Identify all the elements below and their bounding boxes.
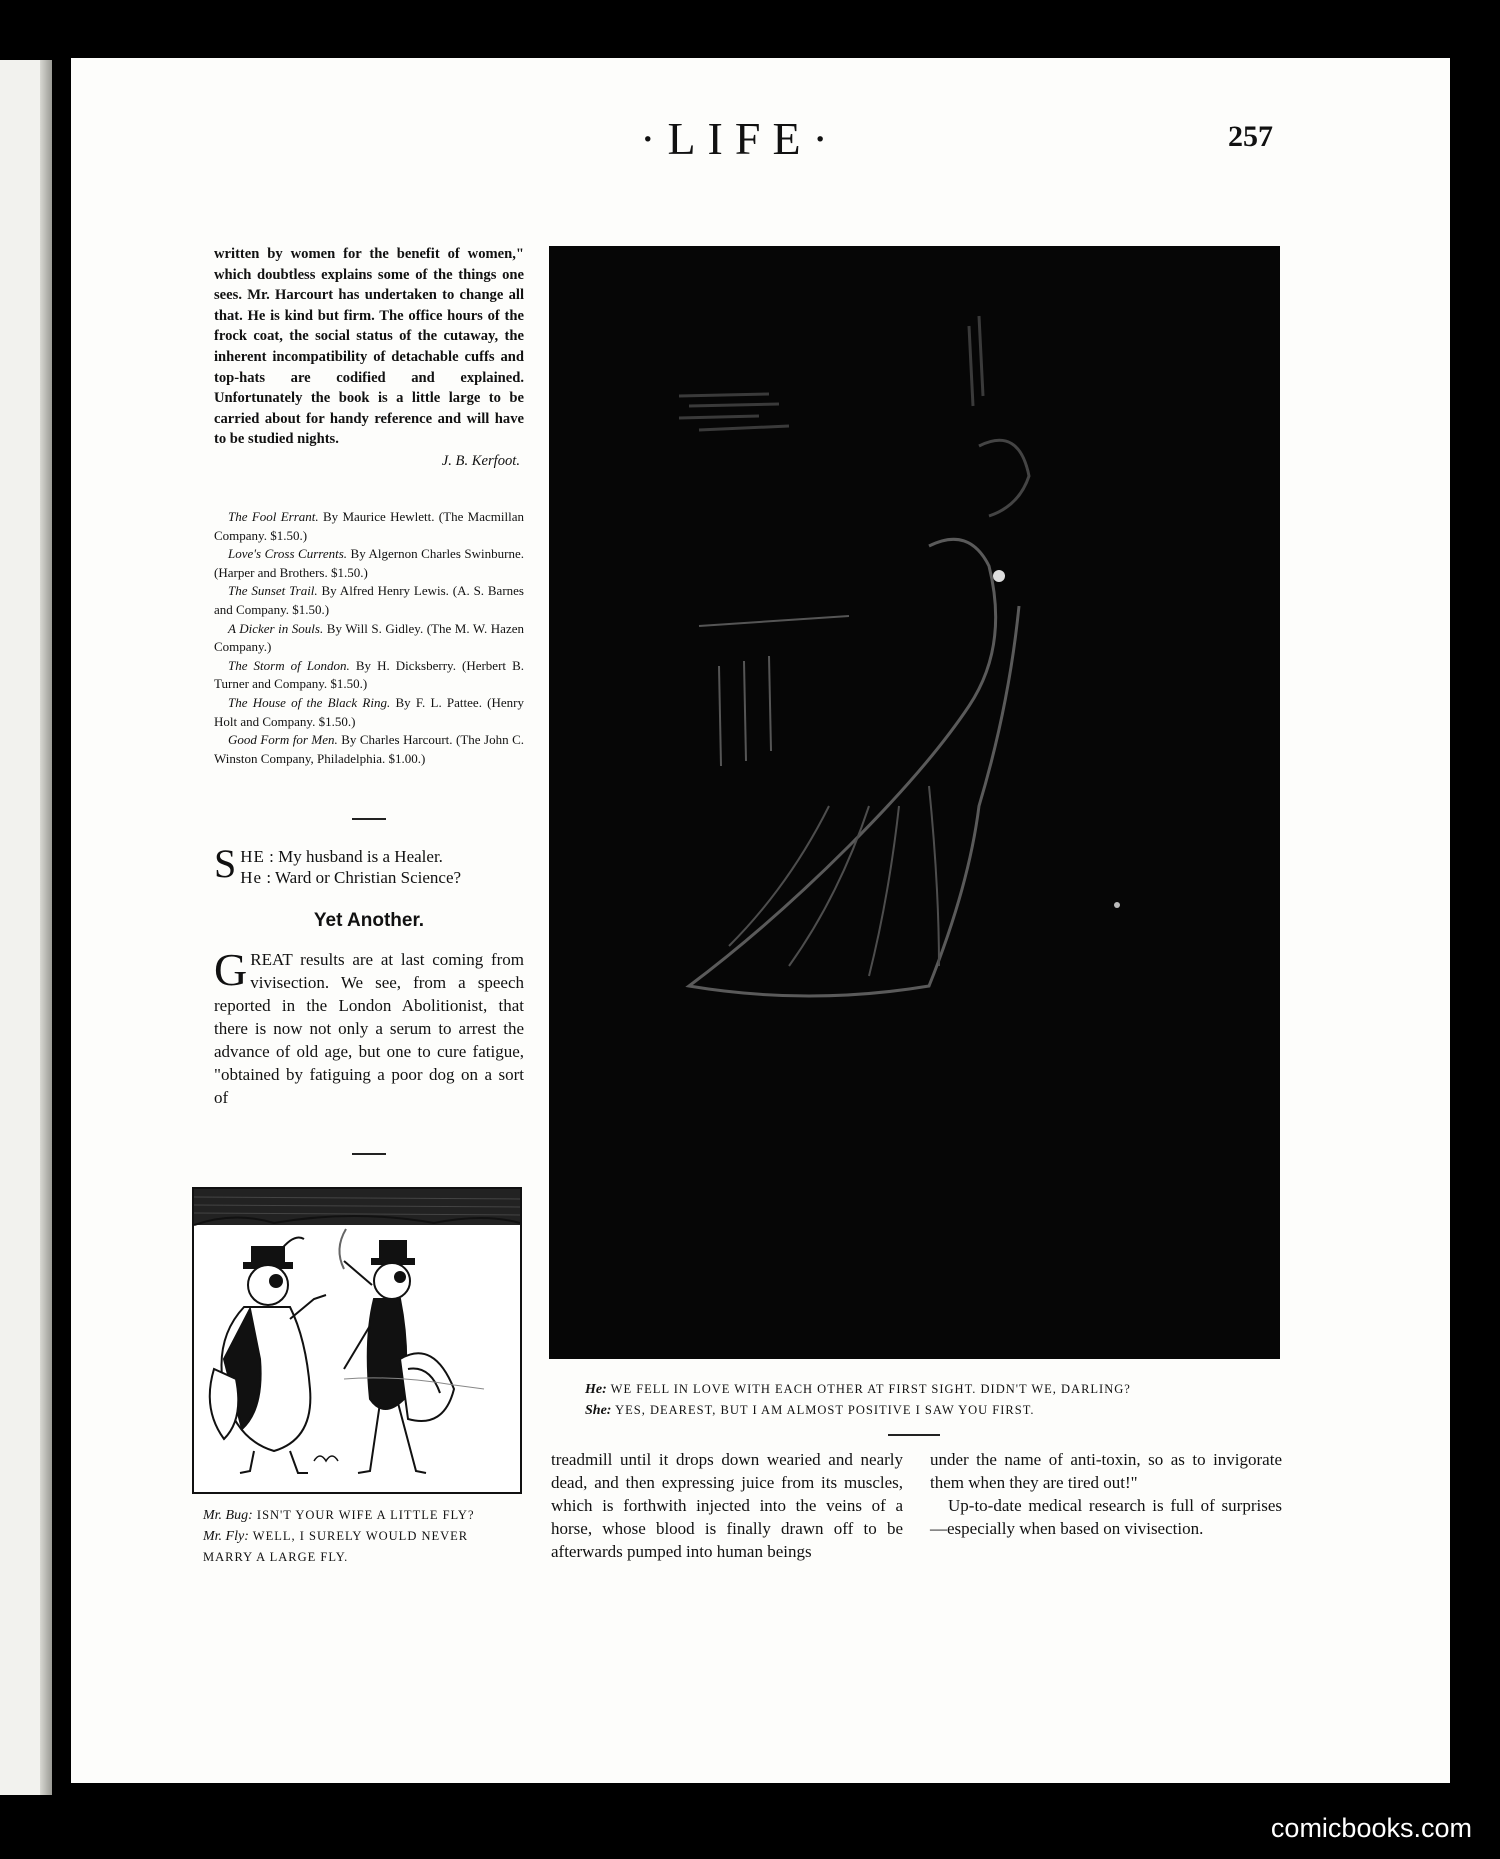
book-entry: A Dicker in Souls. By Will S. Gidley. (The M. W. Hazen Company.) <box>214 620 524 655</box>
section-divider <box>888 1434 940 1436</box>
section-divider <box>352 818 386 820</box>
bug-fly-cartoon <box>192 1187 522 1494</box>
joke-line-he: He : Ward or Christian Science? <box>240 868 462 887</box>
mr-bug-figure <box>210 1238 326 1474</box>
article-text: Up-to-date medical research is full of surprises—especially when based on vivisection. <box>930 1496 1282 1538</box>
caption-line-bug: Mr. Bug: ISN'T YOUR WIFE A LITTLE FLY? <box>203 1508 475 1523</box>
article-start <box>214 944 524 1109</box>
grass-tuft <box>314 1456 338 1461</box>
article-title: Yet Another. <box>313 910 425 931</box>
magazine-title: ·LIFE· <box>640 113 840 164</box>
caption-line-he: He: WE FELL IN LOVE WITH EACH OTHER AT FIRST SIGHT. DIDN'T WE, DARLING? <box>585 1382 1131 1397</box>
cartoon-caption <box>203 1505 521 1567</box>
joke-line-she: HE : My husband is a Healer. <box>240 847 443 866</box>
book-spine <box>40 60 52 1795</box>
review-text <box>214 244 524 472</box>
highlight <box>993 570 1005 582</box>
page-number: 257 <box>1228 120 1273 153</box>
book-list <box>214 508 524 768</box>
book-entry: Good Form for Men. By Charles Harcourt. (The John C. Winston Company, Philadelphia. $1.00.) <box>214 732 524 766</box>
illustration-caption <box>585 1379 1285 1421</box>
caption-line-she: She: YES, DEAREST, BUT I AM ALMOST POSITIVE I SAW YOU FIRST. <box>585 1403 1035 1418</box>
site-watermark: comicbooks.com <box>1270 1813 1472 1843</box>
drop-cap: G <box>214 944 248 995</box>
book-entry: The Storm of London. By H. Dicksberry. (Herbert B. Turner and Company. $1.50.) <box>214 657 524 692</box>
book-entry: The House of the Black Ring. By F. L. Pattee. (Henry Holt and Company. $1.50.) <box>214 694 524 729</box>
article-text: under the name of anti-toxin, so as to invigorate them when they are tired out!" <box>930 1450 1282 1492</box>
dark-drawing <box>549 246 1280 1359</box>
article-column-a: treadmill until it drops down wearied and nearly dead, and then expressing juice from its muscles, which is forthwith injected into the veins of a horse, whose blood is finally drawn off to be afterwards pumped into human beings <box>551 1450 903 1561</box>
mr-fly-figure <box>339 1229 454 1473</box>
book-entry: The Sunset Trail. By Alfred Henry Lewis. (A. S. Barnes and Company. $1.50.) <box>214 583 524 617</box>
cartoon-drawing <box>194 1189 520 1492</box>
caption-line-fly: Mr. Fly: WELL, I SURELY WOULD NEVER MARRY A LARGE FLY. <box>203 1529 469 1564</box>
book-entry: The Fool Errant. By Maurice Hewlett. (The Macmillan Company. $1.50.) <box>214 509 524 543</box>
article-column-b <box>930 1448 1282 1540</box>
couple-illustration <box>549 246 1280 1359</box>
review-paragraph: written by women for the benefit of women," which doubtless explains some of the things one sees. Mr. Harcourt has undertaken to change all that. He is kind but firm. The office hours of the frock coat, the social status of the cutaway, the inherent incompatibility of detachable cuffs and top-hats are codified and explained. Unfortunately the book is a little large to be carried about for handy reference and will have to be studied nights. <box>214 246 524 448</box>
article-text: REAT results are at last coming from vivisection. We see, from a speech reported in the London Abolitionist, that there is now not only a serum to arrest the advance of old age, but one to cure fatigue, "obtained by fatiguing a poor dog on a sort of <box>214 950 524 1107</box>
book-entry: Love's Cross Currents. By Algernon Charles Swinburne. (Harper and Brothers. $1.50.) <box>214 546 524 580</box>
left-page-edge <box>0 60 52 1795</box>
section-divider <box>352 1153 386 1155</box>
joke-dialogue <box>214 841 524 888</box>
drop-cap: S <box>214 841 237 886</box>
review-signature: J. B. Kerfoot. <box>441 452 520 469</box>
